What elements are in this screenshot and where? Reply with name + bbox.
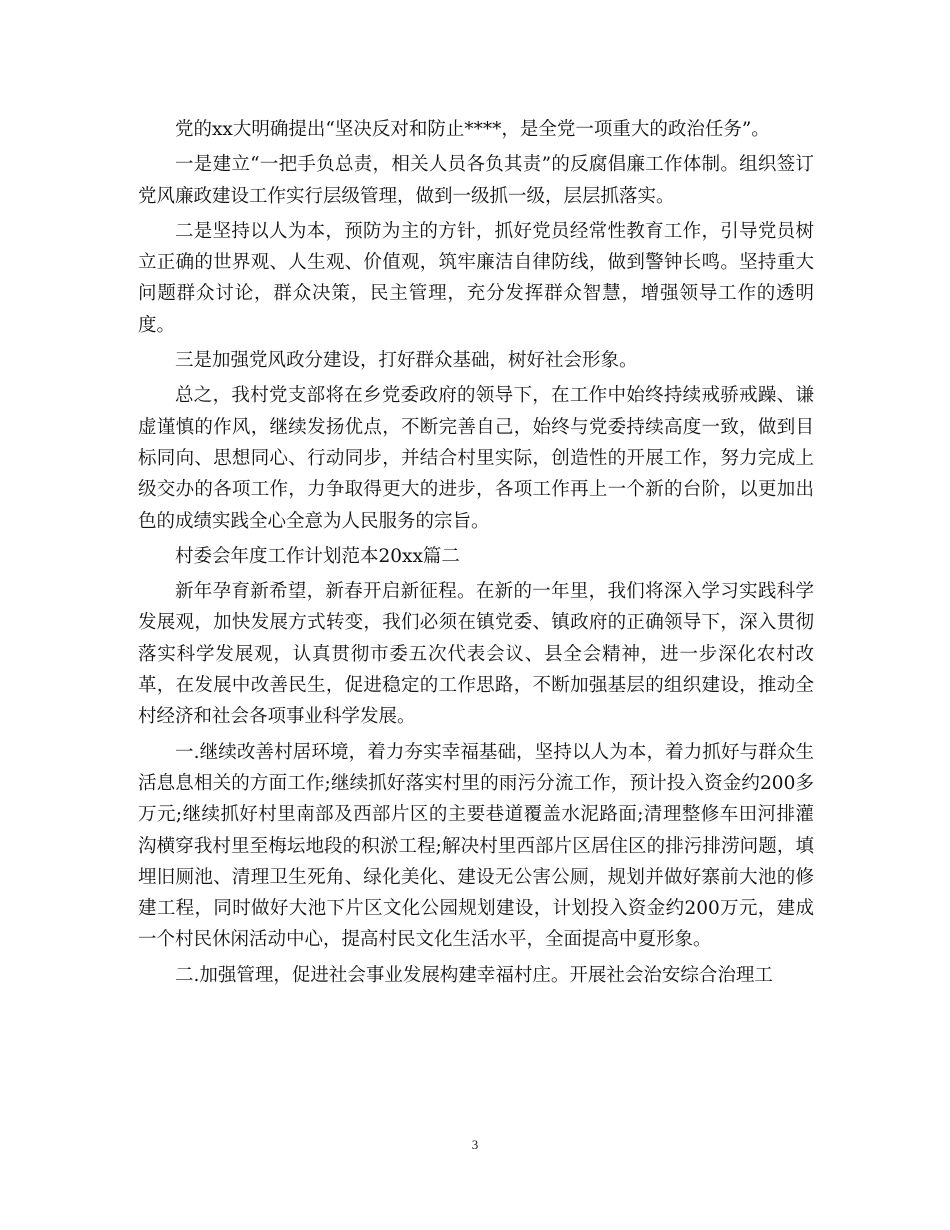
paragraph-5: 总之，我村党支部将在乡党委政府的领导下，在工作中始终持续戒骄戒躁、谦虚谨慎的作风，继续发扬优点，不断完善自己，始终与党委持续高度一致，做到目标同向、思想同心、行动同步，并结合村里实际，创造性的开展工作，努力完成上级交办的各项工作，力争取得更大的进步，各项工作再上一个新的台阶，以更加出色的成绩实践全心全意为人民服务的宗旨。 xyxy=(138,385,814,532)
paragraph-7: 一.继续改善村居环境，着力夯实幸福基础，坚持以人为本，着力抓好与群众生活息息相关的方面工作;继续抓好落实村里的雨污分流工作，预计投入资金约200多万元;继续抓好村里南部及西部片区的主要巷道覆盖水泥路面;清理整修车田河排灌沟横穿我村里至梅坛地段的积淤工程;解决村里西部片区居住区的排污排涝问题，填埋旧厕池、清理卫生死角、绿化美化、建设无公害公厕，规划并做好寨前大池的修建工程，同时做好大池下片区文化公园规划建设，计划投入资金约200万元，建成一个村民休闲活动中心，提高村民文化生活水平，全面提高中夏形象。 xyxy=(138,741,814,951)
paragraph-1: 党的xx大明确提出“坚决反对和防止****，是全党一项重大的政治任务”。 xyxy=(175,119,770,140)
section-heading: 村委会年度工作计划范本20xx篇二 xyxy=(175,545,460,567)
paragraph-2: 一是建立“一把手负总责，相关人员各负其责”的反腐倡廉工作体制。组织签订党风廉政建设工作实行层级管理，做到一级抓一级，层层抓落实。 xyxy=(138,154,814,207)
document-body xyxy=(138,114,814,995)
paragraph-3: 二是坚持以人为本，预防为主的方针，抓好党员经常性教育工作，引导党员树立正确的世界观、人生观、价值观，筑牢廉洁自律防线，做到警钟长鸣。坚持重大问题群众讨论，群众决策，民主管理，充分发挥群众智慧，增强领导工作的透明度。 xyxy=(138,220,814,336)
page-number: 3 xyxy=(471,1137,479,1152)
paragraph-8: 二.加强管理，促进社会事业发展构建幸福村庄。开展社会治安综合治理工 xyxy=(175,964,773,986)
paragraph-4: 三是加强党风政分建设，打好群众基础，树好社会形象。 xyxy=(175,350,638,372)
paragraph-6: 新年孕育新希望，新春开启新征程。在新的一年里，我们将深入学习实践科学发展观，加快发展方式转变，我们必须在镇党委、镇政府的正确领导下，深入贯彻落实科学发展观，认真贯彻市委五次代表会议、县全会精神，进一步深化农村改革，在发展中改善民生，促进稳定的工作思路，不断加强基层的组织建设，推动全村经济和社会各项事业科学发展。 xyxy=(138,581,814,728)
